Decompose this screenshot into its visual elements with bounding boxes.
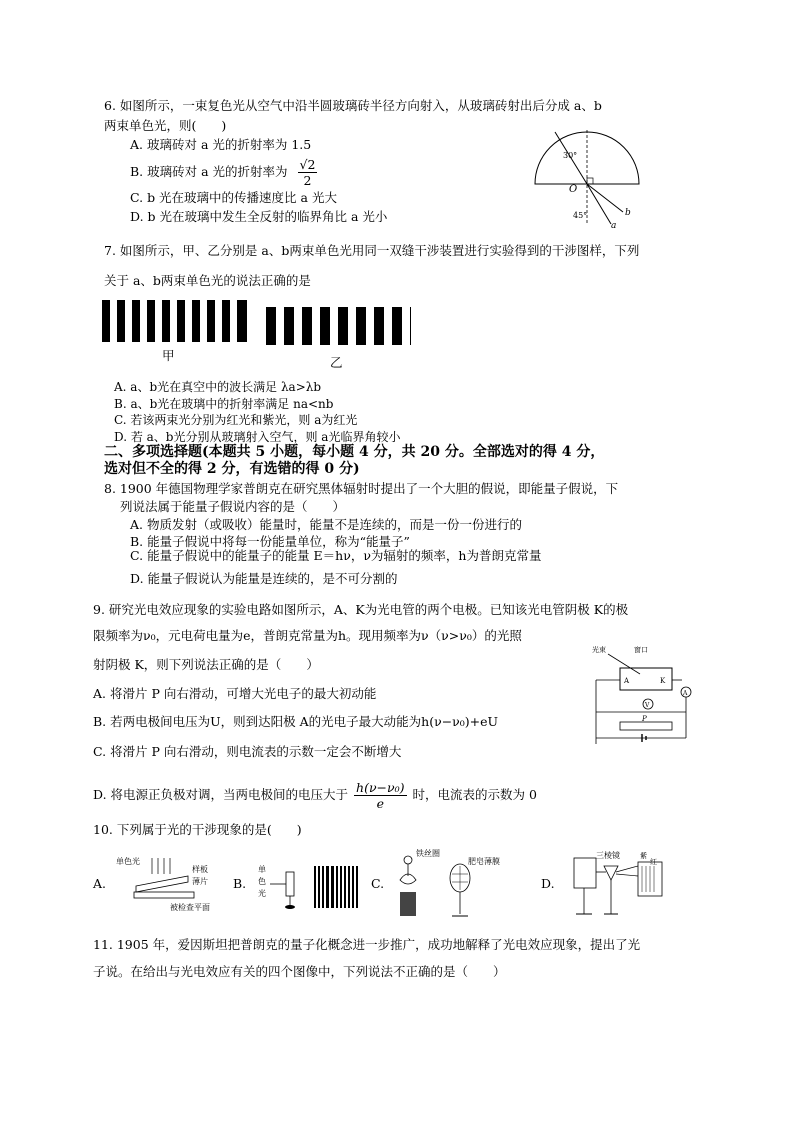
fringe-pattern-yi [266, 307, 411, 345]
q9-option-d-fraction [354, 780, 407, 811]
q10-option-c-label: C. [371, 876, 385, 891]
right-angle-mark [587, 178, 593, 184]
q9-stem-line2: 限频率为ν₀，元电荷电量为e，普朗克常量为h。现用频率为ν（ν>ν₀）的光照 [93, 628, 522, 643]
soap-film-label: 肥皂薄膜 [468, 857, 500, 866]
section2-heading-line1: 二、多项选择题(本题共 5 小题，每小题 4 分，共 20 分。全部选对的得 4 分， [104, 444, 605, 460]
q11-stem-line1: 11. 1905 年，爱因斯坦把普朗克的量子化概念进一步推广，成功地解释了光电效应现象，提出了光 [93, 937, 641, 952]
ray-a-label: a [611, 221, 617, 230]
q7-option-d: D. 若 a、b光分别从玻璃射入空气，则 a光临界角较小 [114, 430, 401, 444]
fringe-label-jia: 甲 [162, 348, 175, 363]
b-se-label: 色 [258, 877, 266, 886]
q7-option-b: B. a、b光在玻璃中的折射率满足 na<nb [114, 397, 334, 411]
slit-figure-b [256, 860, 366, 912]
q8-option-d: D. 能量子假说认为能量是连续的，是不可分割的 [130, 571, 398, 586]
q7-stem-line2: 关于 a、b两束单色光的说法正确的是 [104, 273, 311, 288]
q6-option-b-fraction [298, 157, 318, 188]
cathode-label: K [660, 677, 666, 685]
rheostat [620, 722, 672, 730]
sample-plate-label: 样板 [192, 865, 208, 874]
sample-plate [136, 876, 188, 892]
prism-figure-d [566, 844, 676, 920]
semicircle-glass-figure [525, 120, 645, 230]
q6-option-c: C. b 光在玻璃中的传播速度比 a 光大 [130, 190, 337, 205]
q6-stem-line2: 两束单色光，则( ) [104, 118, 227, 133]
q11-stem-line2: 子说。在给出与光电效应有关的四个图像中，下列说法不正确的是（ ） [93, 964, 506, 979]
photoelectric-circuit-figure [590, 640, 700, 748]
q9-option-a: A. 将滑片 P 向右滑动，可增大光电子的最大初动能 [93, 686, 377, 701]
thin-film-figure-a [110, 852, 230, 914]
test-plane [134, 892, 194, 898]
q10-option-a-label: A. [93, 876, 107, 891]
b-dan-label: 单 [258, 865, 266, 874]
angle-45-label: 45° [573, 211, 588, 220]
angle-30-label: 30° [563, 151, 578, 160]
q9-option-d-post: 时，电流表的示数为 0 [412, 787, 537, 802]
q9-option-d-pre: D. 将电源正负极对调，当两电极间的电压大于 [93, 787, 349, 802]
q9-fraction-den: e [376, 796, 384, 811]
q7-stem-line1: 7. 如图所示，甲、乙分别是 a、b两束单色光用同一双缝干涉装置进行实验得到的干涉图样，下列 [104, 243, 640, 258]
q6-option-d: D. b 光在玻璃中发生全反射的临界角比 a 光小 [130, 209, 388, 224]
ray-a [587, 184, 611, 224]
prism-label: 三棱镜 [596, 851, 620, 860]
q6-option-a: A. 玻璃砖对 a 光的折射率为 1.5 [130, 137, 312, 152]
slit-plate [286, 872, 294, 896]
fringe-label-yi: 乙 [330, 355, 343, 370]
fringe-pattern-jia [102, 300, 247, 342]
prism [604, 866, 618, 880]
diffraction-pattern [314, 866, 358, 908]
light-beam-label: 光束 [592, 646, 606, 654]
q9-stem-line3: 射阴极 K，则下列说法正确的是（ ） [93, 657, 319, 672]
thin-sheet-label: 薄片 [192, 877, 208, 886]
q8-stem-line1: 8. 1900 年德国物理学家普朗克在研究黑体辐射时提出了一个大胆的假说，即能量子假说，下 [104, 481, 619, 496]
light-beam-ray [608, 654, 640, 674]
q8-option-c: C. 能量子假说中的能量子的能量 E＝hν，ν为辐射的频率，h为普朗克常量 [130, 548, 542, 563]
q9-option-c: C. 将滑片 P 向右滑动，则电流表的示数一定会不断增大 [93, 744, 402, 759]
window-label: 窗口 [634, 646, 648, 654]
q9-stem-line1: 9. 研究光电效应现象的实验电路如图所示，A、K为光电管的两个电极。已知该光电管阴极 K的极 [93, 602, 629, 617]
q8-stem-line2: 列说法属于能量子假说内容的是（ ） [120, 499, 346, 514]
q9-option-b: B. 若两电极间电压为U，则到达阳极 A的光电子最大动能为h(ν−ν₀)+eU [93, 714, 499, 729]
slider-p-label: P [642, 715, 647, 723]
q7-option-a: A. a、b光在真空中的波长满足 λa>λb [114, 380, 322, 394]
q10-option-d-label: D. [541, 876, 555, 891]
q10-stem: 10. 下列属于光的干涉现象的是( ) [93, 822, 302, 837]
q6-option-b [130, 157, 317, 188]
test-plane-label: 被检查平面 [170, 903, 210, 912]
ammeter-label: A [683, 690, 688, 697]
section2-heading-line2: 选对但不全的得 2 分，有选错的得 0 分) [104, 461, 360, 477]
wire-loop-label: 铁丝圈 [416, 849, 440, 858]
q8-option-b: B. 能量子假说中将每一份能量单位，称为“能量子” [130, 534, 410, 549]
anode-label: A [624, 677, 630, 685]
red-label: 红 [650, 858, 657, 866]
q10-option-b-label: B. [233, 876, 247, 891]
q6-fraction-num: √2 [299, 157, 316, 172]
q6-stem-line1: 6. 如图所示，一束复色光从空气中沿半圆玻璃砖半径方向射入，从玻璃砖射出后分成 a、b [104, 98, 602, 113]
burner [400, 892, 416, 916]
q7-option-c: C. 若该两束光分别为红光和紫光，则 a为红光 [114, 413, 358, 427]
ray-b-label: b [625, 208, 631, 218]
voltmeter-label: V [645, 702, 650, 709]
ray-b [587, 184, 623, 212]
origin-label: O [569, 184, 578, 195]
violet-label: 紫 [640, 852, 647, 860]
q9-fraction-num: h(ν−ν₀) [356, 780, 405, 795]
q6-option-b-text: B. 玻璃砖对 a 光的折射率为 [130, 164, 288, 179]
q8-option-a: A. 物质发射（或吸收）能量时，能量不是连续的，而是一份一份进行的 [130, 517, 522, 532]
q6-fraction-den: 2 [303, 173, 312, 188]
b-guang-label: 光 [258, 889, 266, 898]
soap-film-figure-c [388, 844, 518, 920]
monochromatic-label: 单色光 [116, 857, 140, 866]
q9-option-d [93, 780, 537, 811]
